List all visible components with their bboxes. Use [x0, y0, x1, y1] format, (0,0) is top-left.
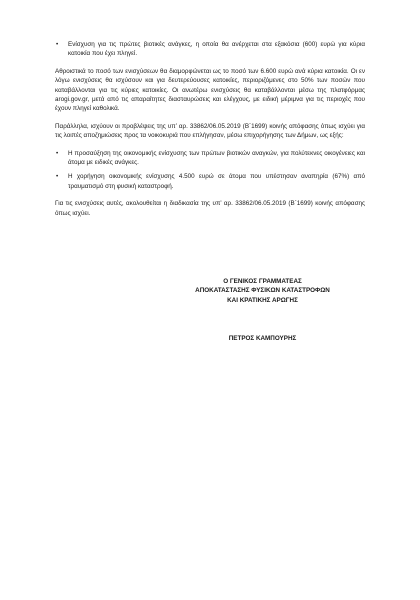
bullet-list-1	[55, 40, 365, 59]
list-item	[55, 149, 365, 168]
signature-title	[190, 277, 335, 305]
list-item-text: Η προσαύξηση της οικονομικής ενίσχυσης των πρώτων βιοτικών αναγκών, για πολύτεκνες οικογένειες και άτομα με ειδικές ανάγκες.	[68, 149, 365, 167]
paragraph: Αθροιστικά το ποσό των ενισχύσεων θα διαμορφώνεται ως το ποσό των 6.600 ευρώ ανά κύρια κατοικία. Οι εν λόγω ενισχύσεις θα ισχύσουν και για δευτερεύουσες κατοικίες, περιοριζόμενες στο 50% των ποσών που καταβάλλονται για τις κύριες κατοικίες. Οι ανωτέρω ενισχύσεις θα καταβάλλονται μέσω της πλατφόρμας arogi.gov.gr, μετά από τις απαραίτητες διασταυρώσεις και ελέγχους, με ειδική μέριμνα για τις περιοχές που έχουν πληγεί καθολικά.	[55, 67, 365, 113]
list-item-text: Η χορήγηση οικονομικής ενίσχυσης 4.500 ευρώ σε άτομα που υπέστησαν αναπηρία (67%) από τραυματισμό στη φυσική καταστροφή.	[68, 173, 365, 190]
bullet-icon: •	[56, 173, 59, 181]
bullet-list-2	[55, 149, 365, 192]
paragraph: Για τις ενισχύσεις αυτές, ακολουθείται η διαδικασία της υπ’ αρ. 33862/06.05.2019 (Β΄1699) κοινής απόφασης όπως ισχύει.	[55, 200, 365, 217]
document-body	[55, 40, 365, 226]
signature-title-line: Ο ΓΕΝΙΚΟΣ ΓΡΑΜΜΑΤΕΑΣ	[223, 278, 302, 285]
list-item-text: Ενίσχυση για τις πρώτες βιοτικές ανάγκες, η οποία θα ανέρχεται στα εξακόσια (600) ευρώ για κύρια κατοικία που έχει πληγεί.	[68, 41, 365, 58]
bullet-icon: •	[56, 149, 59, 157]
signatory-name: ΠΕΤΡΟΣ ΚΑΜΠΟΥΡΗΣ	[228, 335, 297, 342]
list-item	[55, 40, 365, 59]
list-item	[55, 172, 365, 191]
bullet-icon: •	[56, 41, 59, 48]
signature-title-line: ΚΑΙ ΚΡΑΤΙΚΗΣ ΑΡΩΓΗΣ	[227, 296, 298, 304]
paragraph: Παράλληλα, ισχύουν οι προβλέψεις της υπ’ αρ. 33862/06.05.2019 (Β΄1699) κοινής απόφασης όπως ισχύει για τις λοιπές αποζημιώσεις προς τα νοικοκυριά που επλήγησαν, μέσω επιχορήγησης των Δήμων, ως εξής:	[55, 122, 365, 140]
signature-title-line: ΑΠΟΚΑΤΑΣΤΑΣΗΣ ΦΥΣΙΚΩΝ ΚΑΤΑΣΤΡΟΦΩΝ	[195, 287, 330, 295]
